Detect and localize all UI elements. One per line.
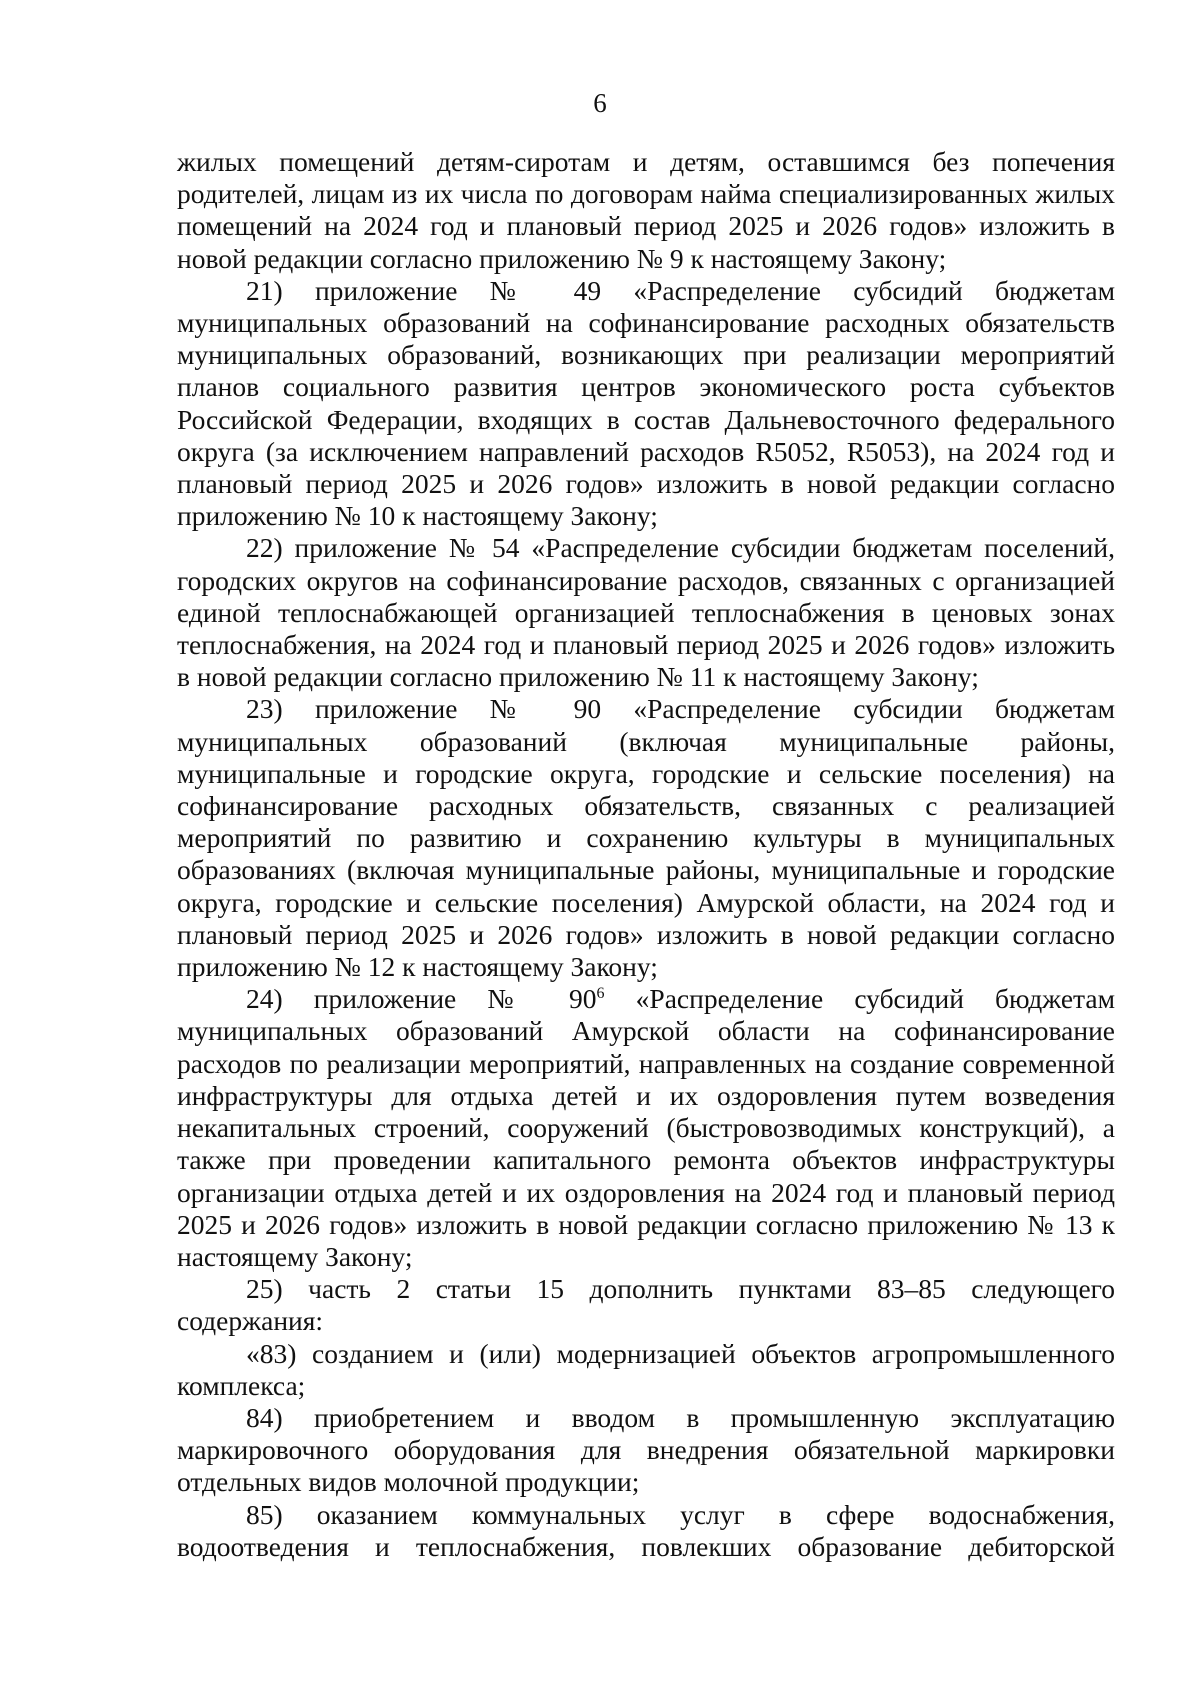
paragraph-item-25: 25) часть 2 статьи 15 дополнить пунктами 83–85 следующего содержания:: [177, 1273, 1115, 1337]
paragraph-item-21: 21) приложение № 49 «Распределение субсидий бюджетам муниципальных образований на софинансирование расходных обязательств муниципальных образований, возникающих при реализации мероприятий планов социального развития центров экономического роста субъектов Российской Федерации, входящих в состав Дальневосточного федерального округа (за исключением направлений расходов R5052, R5053), на 2024 год и плановый период 2025 и 2026 годов» изложить в новой редакции согласно приложению № 10 к настоящему Закону;: [177, 274, 1115, 532]
document-body: [177, 146, 1115, 1563]
paragraph-item-22: 22) приложение № 54 «Распределение субсидии бюджетам поселений, городских округов на софинансирование расходов, связанных с организацией единой теплоснабжающей организацией теплоснабжения в ценовых зонах теплоснабжения, на 2024 год и плановый период 2025 и 2026 годов» изложить в новой редакции согласно приложению № 11 к настоящему Закону;: [177, 532, 1115, 693]
paragraph-item-85: 85) оказанием коммунальных услуг в сфере водоснабжения, водоотведения и теплоснабжения, повлекших образование дебиторской: [177, 1498, 1115, 1562]
page-number: 6: [593, 88, 607, 118]
paragraph-item-24-superscript: 6: [596, 985, 605, 1003]
paragraph-continuation: жилых помещений детям-сиротам и детям, оставшимся без попечения родителей, лицам из их числа по договорам найма специализированных жилых помещений на 2024 год и плановый период 2025 и 2026 годов» изложить в новой редакции согласно приложению № 9 к настоящему Закону;: [177, 146, 1115, 274]
paragraph-item-23: 23) приложение № 90 «Распределение субсидии бюджетам муниципальных образований (включая муниципальные районы, муниципальные и городские округа, городские и сельские поселения) на софинансирование расходных обязательств, связанных с реализацией мероприятий по развитию и сохранению культуры в муниципальных образованиях (включая муниципальные районы, муниципальные и городские округа, городские и сельские поселения) Амурской области, на 2024 год и плановый период 2025 и 2026 годов» изложить в новой редакции согласно приложению № 12 к настоящему Закону;: [177, 693, 1115, 983]
paragraph-item-24: [177, 983, 1115, 1273]
paragraph-item-24-text: «Распределение субсидий бюджетам муниципальных образований Амурской области на софинансирование расходов по реализации мероприятий, направленных на создание современной инфраструктуры для отдыха детей и их оздоровления путем возведения некапитальных строений, сооружений (быстровозводимых конструкций), а также при проведении капитального ремонта объектов инфраструктуры организации отдыха детей и их оздоровления на 2024 год и плановый период 2025 и 2026 годов» изложить в новой редакции согласно приложению № 13 к настоящему Закону;: [177, 983, 1115, 1272]
paragraph-item-84: 84) приобретением и вводом в промышленную эксплуатацию маркировочного оборудования для внедрения обязательной маркировки отдельных видов молочной продукции;: [177, 1401, 1115, 1498]
paragraph-item-83: «83) созданием и (или) модернизацией объектов агропромышленного комплекса;: [177, 1337, 1115, 1401]
paragraph-item-24-lead: 24) приложение № 90: [246, 983, 597, 1015]
